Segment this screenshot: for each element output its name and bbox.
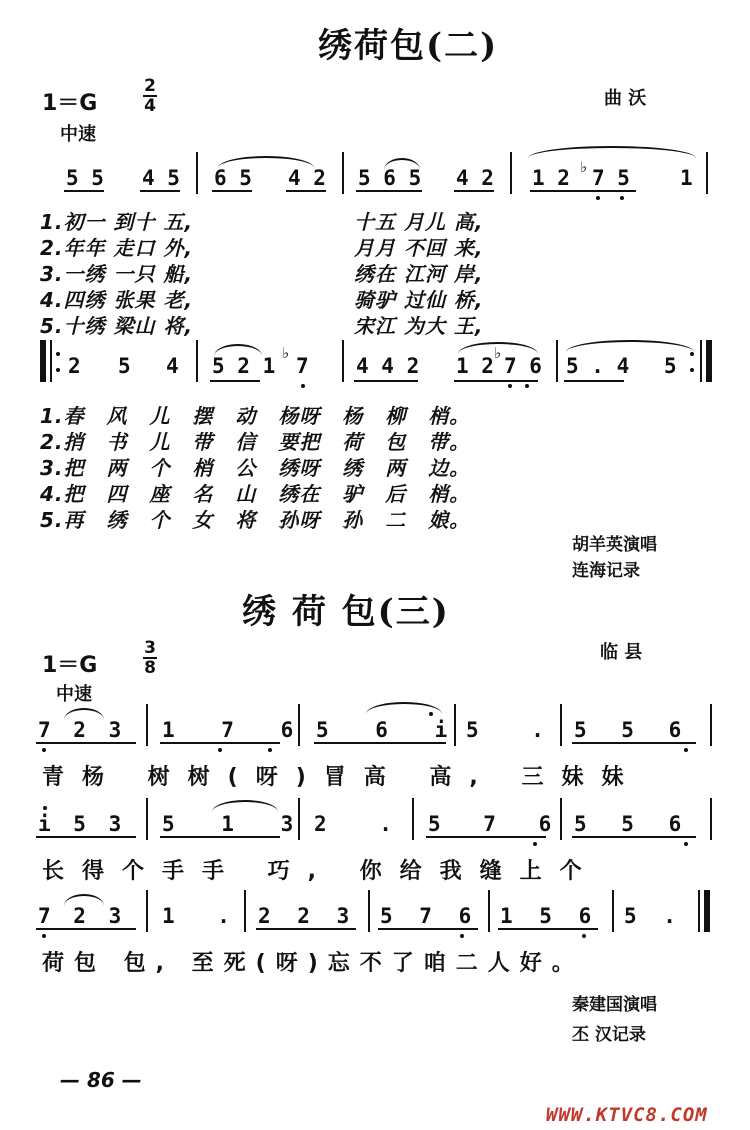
song1-title: 绣荷包(二) <box>318 26 499 66</box>
bar-line <box>196 152 198 194</box>
lower-octave-dot <box>684 842 688 846</box>
song2-singer: 秦建国演唱 <box>572 995 657 1015</box>
underline-beam <box>36 836 136 838</box>
bar-line <box>146 890 148 932</box>
song2-title: 绣 荷 包(三) <box>242 592 450 632</box>
note-group: 1 <box>680 166 693 190</box>
bar-line <box>706 152 708 194</box>
bar-line <box>146 798 148 840</box>
song2-lyrics-row3: 荷包 包, 至死(呀)忘不了咱二人好。 <box>42 951 584 976</box>
bar-line <box>710 798 712 840</box>
underline-beam <box>64 190 104 192</box>
note-group: 7 <box>296 354 309 378</box>
note-group: 5 6 i <box>316 718 448 742</box>
lower-octave-dot <box>533 842 537 846</box>
verse-line: 月月 不回 来, <box>354 236 484 260</box>
song1-origin: 曲 沃 <box>604 88 647 109</box>
note-group: 5 2 1 <box>212 354 276 378</box>
verse-line: 2.捎 书 儿 带 信 要把 荷 包 带。 <box>40 430 471 454</box>
note-group: 5 7 6 <box>428 812 552 836</box>
song1-time-signature: 2 4 <box>144 76 156 117</box>
verse-line: 2.年年 走口 外, <box>40 236 194 260</box>
note-group: 5 . 4 <box>566 354 630 378</box>
underline-beam <box>314 742 446 744</box>
lower-octave-dot <box>268 748 272 752</box>
underline-beam <box>454 190 494 192</box>
song2-lyrics-row1: 青杨 树树(呀)冒高 高, 三妹妹 <box>42 765 642 790</box>
note-group: 1 7 6 <box>162 718 294 742</box>
song2-lyrics-row2: 长得个手手 巧, 你给我缝上个 <box>42 859 600 884</box>
repeat-end-bar <box>706 340 712 382</box>
note-group: 7 6 <box>504 354 542 378</box>
bar-line <box>50 340 52 382</box>
note-group: 4 <box>166 354 179 378</box>
underline-beam <box>160 742 280 744</box>
bar-line <box>488 890 490 932</box>
note-group: 4 5 <box>142 166 180 190</box>
note-group: 5 5 <box>66 166 104 190</box>
bar-line <box>560 704 562 746</box>
note-group: 2 <box>68 354 81 378</box>
underline-beam <box>426 836 546 838</box>
lower-octave-dot <box>42 934 46 938</box>
verse-line: 3.把 两 个 梢 公 绣呀 绣 两 边。 <box>40 456 471 480</box>
underline-beam <box>356 190 422 192</box>
lower-octave-dot <box>508 384 512 388</box>
note-group: 1 . <box>162 904 230 928</box>
underline-beam <box>36 742 136 744</box>
slur <box>528 146 696 158</box>
verse-line: 十五 月儿 高, <box>354 210 484 234</box>
repeat-dot <box>56 368 60 372</box>
bar-line <box>710 704 712 746</box>
bar-line <box>556 340 558 382</box>
note-group: 1 2 <box>456 354 494 378</box>
note-group: 5 6 5 <box>358 166 422 190</box>
bar-line <box>298 704 300 746</box>
underline-beam <box>140 190 180 192</box>
note-group: 4 2 <box>288 166 326 190</box>
underline-beam <box>36 928 136 930</box>
verse-line: 4.四绣 张果 老, <box>40 288 194 312</box>
verse-line: 1.春 风 儿 摆 动 杨呀 杨 柳 梢。 <box>40 404 471 428</box>
slur <box>218 156 314 168</box>
bar-line <box>412 798 414 840</box>
underline-beam <box>212 190 252 192</box>
bar-line <box>298 798 300 840</box>
bar-line <box>700 340 702 382</box>
verse-line: 5.十绣 梁山 将, <box>40 314 194 338</box>
song2-tempo: 中速 <box>56 684 92 705</box>
underline-beam <box>564 380 624 382</box>
underline-beam <box>256 928 356 930</box>
bar-line <box>244 890 246 932</box>
underline-beam <box>498 928 598 930</box>
song2-origin: 临 县 <box>600 642 643 663</box>
underline-beam <box>286 190 326 192</box>
verse-line: 4.把 四 座 名 山 绣在 驴 后 梢。 <box>40 482 471 506</box>
note-group: 1 5 6 <box>500 904 592 928</box>
bar-line <box>146 704 148 746</box>
note-group: 5 <box>664 354 677 378</box>
lower-octave-dot <box>620 196 624 200</box>
lower-octave-dot <box>42 748 46 752</box>
upper-octave-dot <box>43 806 47 810</box>
verse-line: 1.初一 到十 五, <box>40 210 194 234</box>
slur <box>458 342 538 354</box>
lower-octave-dot <box>684 748 688 752</box>
slur <box>566 340 694 352</box>
verse-line: 3.一绣 一只 船, <box>40 262 194 286</box>
repeat-dot <box>56 352 60 356</box>
note-group: 5 5 6 <box>574 718 682 742</box>
note-group: 5 <box>118 354 131 378</box>
repeat-dot <box>690 352 694 356</box>
flat-sign: ♭ <box>494 344 502 362</box>
verse-line: 骑驴 过仙 桥, <box>354 288 484 312</box>
lower-octave-dot <box>596 196 600 200</box>
slur <box>384 158 420 170</box>
upper-octave-dot <box>429 712 433 716</box>
underline-beam <box>378 928 478 930</box>
bar-line <box>560 798 562 840</box>
underline-beam <box>454 380 538 382</box>
underline-beam <box>354 380 418 382</box>
note-group: 5 7 6 <box>380 904 472 928</box>
note-group: i 5 3 <box>38 812 122 836</box>
verse-line: 宋江 为大 王, <box>354 314 484 338</box>
note-group: 5 . <box>624 904 676 928</box>
flat-sign: ♭ <box>580 158 588 176</box>
underline-beam <box>572 742 696 744</box>
song2-time-signature: 3 8 <box>144 638 156 679</box>
repeat-start-bar <box>40 340 46 382</box>
note-group: 6 5 <box>214 166 252 190</box>
page-number: — 86 — <box>60 1068 142 1092</box>
lower-octave-dot <box>525 384 529 388</box>
note-group: 4 4 2 <box>356 354 420 378</box>
slur <box>214 344 262 356</box>
slur <box>64 894 104 906</box>
site-watermark: WWW.KTVC8.COM <box>546 1104 708 1126</box>
slur <box>212 800 278 812</box>
bar-line <box>698 890 700 932</box>
final-bar <box>704 890 710 932</box>
slur <box>64 708 104 720</box>
underline-beam <box>160 836 280 838</box>
note-group: 2 . <box>314 812 392 836</box>
note-group: 1 2 <box>532 166 570 190</box>
note-group: 7 2 3 <box>38 718 122 742</box>
repeat-dot <box>690 368 694 372</box>
bar-line <box>368 890 370 932</box>
note-group: 5 1 3 <box>162 812 294 836</box>
note-group: 2 2 3 <box>258 904 350 928</box>
note-group: 4 2 <box>456 166 494 190</box>
note-group: 5 . <box>466 718 544 742</box>
bar-line <box>342 152 344 194</box>
song1-recorder: 连海记录 <box>572 561 640 581</box>
note-group: 7 5 <box>592 166 630 190</box>
song1-tempo: 中速 <box>60 124 96 145</box>
song2-recorder: 丕 汉记录 <box>572 1025 646 1045</box>
bar-line <box>510 152 512 194</box>
bar-line <box>612 890 614 932</box>
lower-octave-dot <box>460 934 464 938</box>
song2-key: 1＝G <box>42 653 98 678</box>
bar-line <box>342 340 344 382</box>
note-group: 5 5 6 <box>574 812 682 836</box>
verse-line: 5.再 绣 个 女 将 孙呀 孙 二 娘。 <box>40 508 471 532</box>
lower-octave-dot <box>218 748 222 752</box>
flat-sign: ♭ <box>282 344 290 362</box>
underline-beam <box>572 836 696 838</box>
verse-line: 绣在 江河 岸, <box>354 262 484 286</box>
note-group: 7 2 3 <box>38 904 122 928</box>
lower-octave-dot <box>582 934 586 938</box>
underline-beam <box>530 190 636 192</box>
lower-octave-dot <box>301 384 305 388</box>
bar-line <box>454 704 456 746</box>
underline-beam <box>210 380 260 382</box>
song1-singer: 胡羊英演唱 <box>572 535 657 555</box>
bar-line <box>196 340 198 382</box>
song1-key: 1＝G <box>42 91 98 116</box>
